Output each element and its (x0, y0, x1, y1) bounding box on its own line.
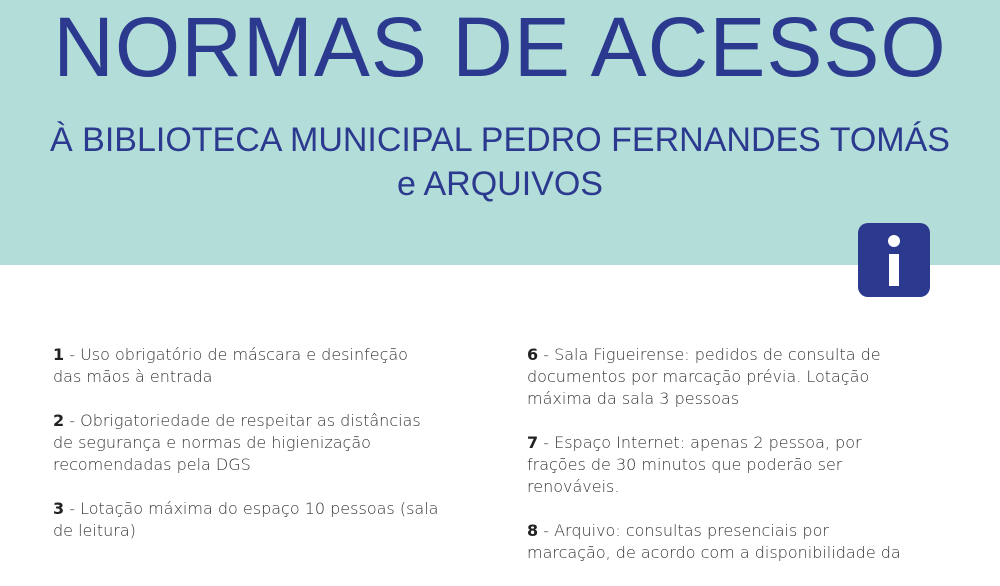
rule-text: máxima da sala 3 pessoas (527, 389, 740, 408)
rule-number: 6 (527, 345, 539, 364)
rule-text: - Obrigatoriedade de respeitar as distâncias (69, 411, 421, 430)
page-title: NORMAS DE ACESSO (53, 0, 947, 94)
rule-line (527, 542, 901, 564)
rule-number: 8 (527, 521, 539, 540)
subtitle-line-1: À BIBLIOTECA MUNICIPAL PEDRO FERNANDES TOMÁS (50, 121, 950, 159)
rule-number: 7 (527, 433, 539, 452)
rule-item (53, 410, 438, 476)
rule-item (527, 520, 901, 564)
rule-text: de segurança e normas de higienização (53, 433, 371, 452)
rule-text: documentos por marcação prévia. Lotação (527, 367, 870, 386)
rule-line (53, 344, 438, 366)
info-icon (858, 223, 930, 297)
rule-text: - Uso obrigatório de máscara e desinfeção (69, 345, 408, 364)
rule-number: 1 (53, 345, 65, 364)
rule-text: renováveis. (527, 477, 620, 496)
rule-line (53, 498, 438, 520)
rule-text: marcação, de acordo com a disponibilidade da (527, 543, 901, 562)
rule-line (527, 366, 901, 388)
rule-text: - Lotação máxima do espaço 10 pessoas (sala (69, 499, 439, 518)
rules-right-column (527, 344, 901, 586)
rule-line (527, 520, 901, 542)
rule-item (527, 432, 901, 498)
rule-number: 2 (53, 411, 65, 430)
rule-text: recomendadas pela DGS (53, 455, 251, 474)
page-subtitle (0, 118, 1000, 206)
rule-line (53, 520, 438, 542)
rule-line (53, 366, 438, 388)
rule-text: - Espaço Internet: apenas 2 pessoa, por (543, 433, 862, 452)
rule-item (53, 344, 438, 388)
rule-line (527, 388, 901, 410)
rule-text: frações de 30 minutos que poderão ser (527, 455, 843, 474)
rule-line (527, 344, 901, 366)
rule-line (53, 432, 438, 454)
rule-item (527, 344, 901, 410)
rule-line (527, 454, 901, 476)
rule-line (527, 476, 901, 498)
rules-left-column (53, 344, 438, 564)
rule-item (53, 498, 438, 542)
rule-number: 3 (53, 499, 65, 518)
rule-text: - Sala Figueirense: pedidos de consulta de (543, 345, 881, 364)
rule-line (527, 432, 901, 454)
rule-text: das mãos à entrada (53, 367, 213, 386)
subtitle-line-2: e ARQUIVOS (397, 165, 603, 203)
rule-line (53, 454, 438, 476)
rule-text: de leitura) (53, 521, 136, 540)
rule-text: - Arquivo: consultas presenciais por (543, 521, 829, 540)
rule-line (53, 410, 438, 432)
